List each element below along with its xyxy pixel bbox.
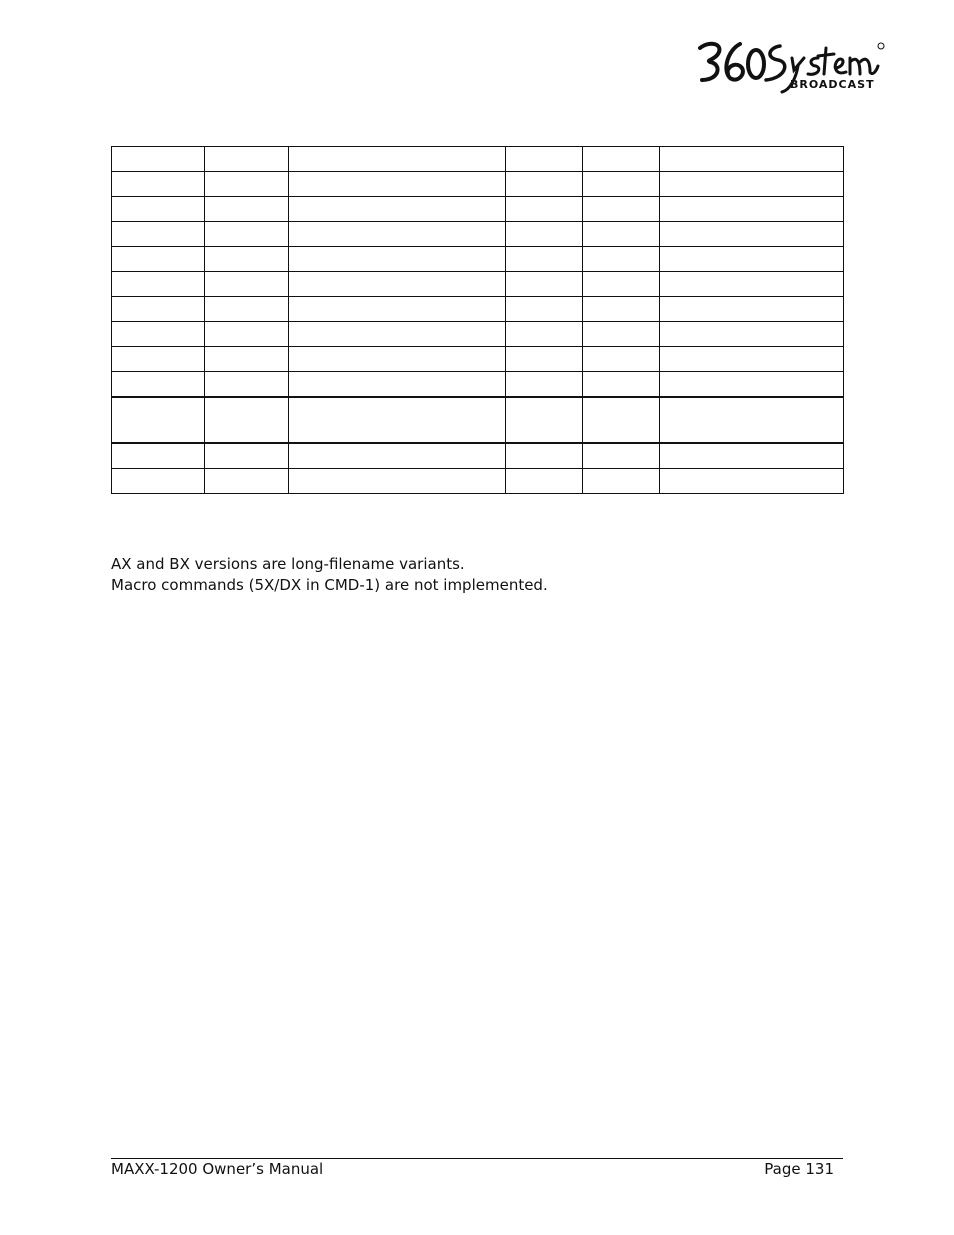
table-row bbox=[112, 322, 844, 347]
table-row bbox=[112, 172, 844, 197]
brand-logo bbox=[694, 36, 886, 94]
command-table bbox=[111, 146, 844, 494]
table-row bbox=[112, 222, 844, 247]
table-row bbox=[112, 372, 844, 398]
table-row bbox=[112, 247, 844, 272]
table-row bbox=[112, 347, 844, 372]
table-row bbox=[112, 197, 844, 222]
table-row bbox=[112, 397, 844, 443]
footer-manual-title: MAXX-1200 Owner’s Manual bbox=[111, 1160, 324, 1178]
footer-divider bbox=[111, 1158, 843, 1159]
table-row bbox=[112, 443, 844, 469]
table-row bbox=[112, 469, 844, 494]
360-systems-logo-icon bbox=[694, 36, 886, 94]
table-row bbox=[112, 297, 844, 322]
table-row bbox=[112, 272, 844, 297]
table-notes bbox=[111, 554, 548, 596]
note-macro-commands: Macro commands (5X/DX in CMD-1) are not implemented. bbox=[111, 576, 548, 594]
logo-subtitle: BROADCAST bbox=[790, 78, 875, 91]
footer-page-number: Page 131 bbox=[764, 1160, 834, 1178]
table-row bbox=[112, 147, 844, 172]
note-long-filename: AX and BX versions are long-filename variants. bbox=[111, 555, 465, 573]
